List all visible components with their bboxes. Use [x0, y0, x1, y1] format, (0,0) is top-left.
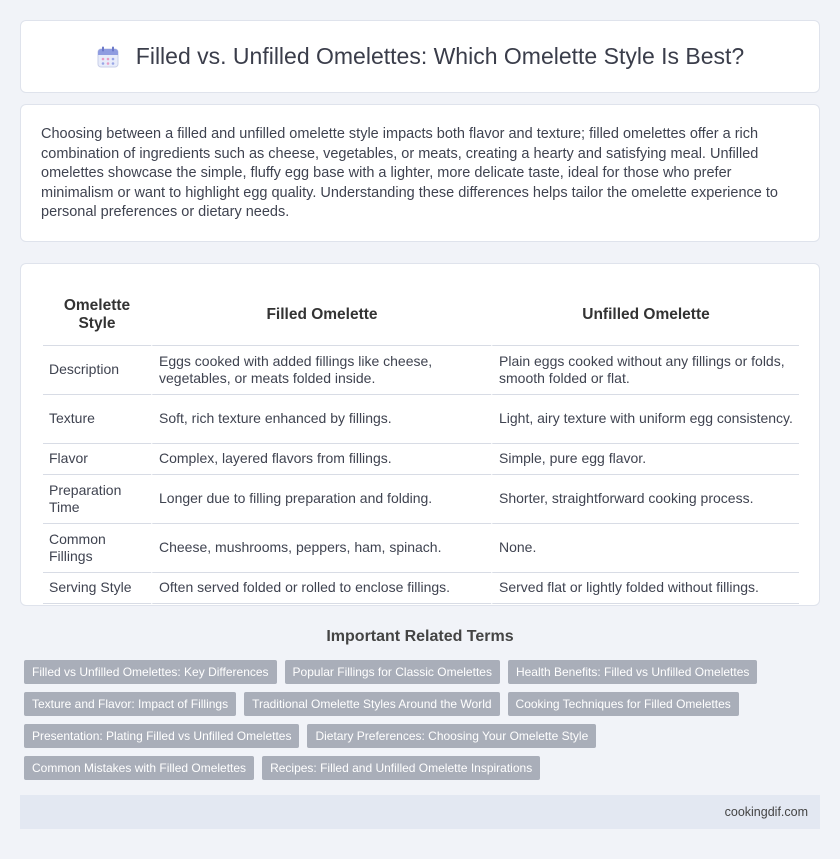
related-tag[interactable]: Traditional Omelette Styles Around the World	[244, 692, 499, 716]
title-wrap	[96, 43, 744, 70]
filled-cell: Complex, layered flavors from fillings.	[151, 444, 491, 475]
intro-paragraph: Choosing between a filled and unfilled omelette style impacts both flavor and texture; filled omelettes offer a rich combination of ingredients such as cheese, vegetables, or meats, creating a hearty and satisfying meal. Unfilled omelettes showcase the simple, fluffy egg base with a lighter, more delicate taste, ideal for those who prefer minimalism or want to highlight egg quality. Understanding these differences helps tailor the omelette experience to personal preferences or dietary needs.	[41, 126, 778, 220]
table-header-filled: Filled Omelette	[151, 284, 491, 346]
comparison-table-card	[20, 263, 820, 606]
intro-card	[20, 104, 820, 242]
table-row	[43, 444, 799, 475]
related-tag[interactable]: Cooking Techniques for Filled Omelettes	[508, 692, 739, 716]
related-tag[interactable]: Dietary Preferences: Choosing Your Omelette Style	[307, 724, 596, 748]
table-row	[43, 346, 799, 395]
filled-cell: Longer due to filling preparation and folding.	[151, 475, 491, 524]
table-row	[43, 475, 799, 524]
unfilled-cell: Plain eggs cooked without any fillings or folds, smooth folded or flat.	[491, 346, 799, 395]
comparison-table	[43, 284, 799, 604]
unfilled-cell: Light, airy texture with uniform egg consistency.	[491, 395, 799, 444]
related-tag[interactable]: Health Benefits: Filled vs Unfilled Omelettes	[508, 660, 757, 684]
unfilled-cell: Simple, pure egg flavor.	[491, 444, 799, 475]
table-row	[43, 395, 799, 444]
table-header-row	[43, 284, 799, 346]
table-row	[43, 573, 799, 604]
related-tag[interactable]: Recipes: Filled and Unfilled Omelette Inspirations	[262, 756, 540, 780]
header-card	[20, 20, 820, 93]
unfilled-cell: Shorter, straightforward cooking process.	[491, 475, 799, 524]
filled-cell: Cheese, mushrooms, peppers, ham, spinach.	[151, 524, 491, 573]
unfilled-cell: Served flat or lightly folded without fillings.	[491, 573, 799, 604]
row-label: Flavor	[43, 444, 151, 475]
filled-cell: Eggs cooked with added fillings like cheese, vegetables, or meats folded inside.	[151, 346, 491, 395]
footer-site-link[interactable]: cookingdif.com	[724, 805, 808, 819]
table-header-unfilled: Unfilled Omelette	[491, 284, 799, 346]
table-header-style: Omelette Style	[43, 284, 151, 346]
filled-cell: Soft, rich texture enhanced by fillings.	[151, 395, 491, 444]
related-tag[interactable]: Filled vs Unfilled Omelettes: Key Differences	[24, 660, 277, 684]
related-tag[interactable]: Texture and Flavor: Impact of Fillings	[24, 692, 236, 716]
related-tag[interactable]: Presentation: Plating Filled vs Unfilled Omelettes	[24, 724, 299, 748]
row-label: Serving Style	[43, 573, 151, 604]
related-tag[interactable]: Popular Fillings for Classic Omelettes	[285, 660, 500, 684]
related-tag[interactable]: Common Mistakes with Filled Omelettes	[24, 756, 254, 780]
row-label: Description	[43, 346, 151, 395]
table-row	[43, 524, 799, 573]
row-label: Texture	[43, 395, 151, 444]
row-label: Common Fillings	[43, 524, 151, 573]
related-terms-title: Important Related Terms	[326, 628, 514, 645]
unfilled-cell: None.	[491, 524, 799, 573]
related-terms-list	[24, 660, 824, 780]
row-label: Preparation Time	[43, 475, 151, 524]
filled-cell: Often served folded or rolled to enclose fillings.	[151, 573, 491, 604]
page-title: Filled vs. Unfilled Omelettes: Which Omelette Style Is Best?	[135, 43, 745, 69]
calendar-icon	[96, 45, 120, 69]
footer-bar	[20, 795, 820, 829]
